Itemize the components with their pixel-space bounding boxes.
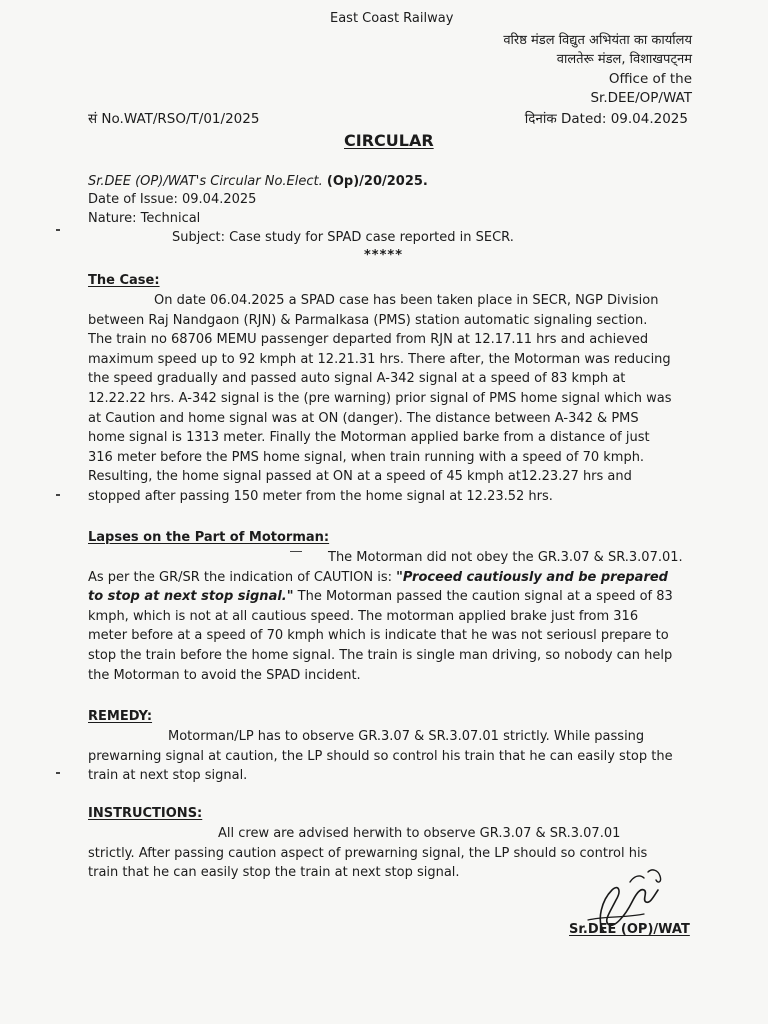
case-line: The train no 68706 MEMU passenger departed from RJN at 12.17.11 hrs and achieved [88,332,649,348]
office-line: Office of the [608,71,692,87]
remedy-heading: REMEDY: [88,709,153,724]
signatory: Sr.DEE (OP)/WAT [569,922,690,937]
lapses-paragraph [88,548,698,685]
lapses-line: kmph, which is not at all cautious speed. The motorman applied brake just from 316 [88,608,639,624]
case-line: 316 meter before the PMS home signal, when train running with a speed of 70 kmph. [88,449,645,465]
lapses-text: As per the GR/SR the indication of CAUTION is: [88,569,397,585]
circular-number [88,174,428,189]
lapses-line: The Motorman did not obey the GR.3.07 & SR.3.07.01. [328,550,683,565]
case-line: home signal is 1313 meter. Finally the Motorman applied barke from a distance of just [88,430,650,446]
case-line: the speed gradually and passed auto signal A-342 signal at a speed of 83 kmph at [88,371,626,387]
lapses-line [88,587,698,607]
hindi-office-line: वरिष्ठ मंडल विद्युत अभियंता का कार्यालय [503,33,692,48]
nature: Nature: Technical [88,211,201,226]
circular-number-prefix: Sr.DEE (OP)/WAT's Circular No.Elect. [88,174,327,189]
case-paragraph [88,291,698,507]
case-line: On date 06.04.2025 a SPAD case has been taken place in SECR, NGP Division [154,293,659,308]
issue-date: Date of Issue: 09.04.2025 [88,192,257,207]
lapses-line: meter before at a speed of 70 kmph which is indicate that he was not seriousl prepare to [88,628,669,644]
case-line: stopped after passing 150 meter from the home signal at 12.23.52 hrs. [88,488,553,504]
instructions-line: train that he can easily stop the train at next stop signal. [88,865,460,881]
case-heading: The Case: [88,273,160,288]
instructions-line: All crew are advised herwith to observe GR.3.07 & SR.3.07.01 [218,826,621,841]
caution-quote-end: to stop at next stop signal." [88,589,294,605]
margin-mark [56,772,60,774]
case-line: 12.22.22 hrs. A-342 signal is the (pre warning) prior signal of PMS home signal which was [88,390,672,406]
remedy-line: prewarning signal at caution, the LP should so control his train that he can easily stop the [88,748,673,764]
case-line: at Caution and home signal was at ON (danger). The distance between A-342 & PMS [88,410,639,426]
separator-stars: ***** [364,248,403,263]
case-line: Resulting, the home signal passed at ON at a speed of 45 kmph at12.23.27 hrs and [88,469,632,485]
case-line: between Raj Nandgaon (RJN) & Parmalkasa (PMS) station automatic signaling section. [88,312,648,328]
lapses-heading: Lapses on the Part of Motorman: [88,530,330,545]
remedy-line: Motorman/LP has to observe GR.3.07 & SR.3.07.01 strictly. While passing [168,729,645,744]
lapses-line [88,568,698,588]
lapses-line: the Motorman to avoid the SPAD incident. [88,667,361,683]
remedy-line: train at next stop signal. [88,768,248,784]
case-line: maximum speed up to 92 kmph at 12.21.31 hrs. There after, the Motorman was reducing [88,351,671,367]
remedy-paragraph [88,727,698,786]
reference-number: सं No.WAT/RSO/T/01/2025 [88,111,260,127]
margin-mark [56,494,60,496]
subject: Subject: Case study for SPAD case reported in SECR. [172,230,514,245]
office-designation: Sr.DEE/OP/WAT [590,90,692,106]
hindi-division-line: वालतेरू मंडल, विशाखपट्नम [556,52,692,67]
lapses-text: The Motorman passed the caution signal at a speed of 83 [293,589,673,605]
circular-date: दिनांक Dated: 09.04.2025 [524,111,688,127]
margin-mark [56,229,60,231]
caution-quote: "Proceed cautiously and be prepared [396,569,668,585]
margin-mark [290,551,302,552]
lapses-line: stop the train before the home signal. The train is single man driving, so nobody can help [88,647,673,663]
page-title: CIRCULAR [344,131,434,150]
instructions-line: strictly. After passing caution aspect of prewarning signal, the LP should so control his [88,845,648,861]
instructions-heading: INSTRUCTIONS: [88,806,203,821]
org-name: East Coast Railway [330,11,454,26]
circular-number-value: (Op)/20/2025. [326,174,428,189]
